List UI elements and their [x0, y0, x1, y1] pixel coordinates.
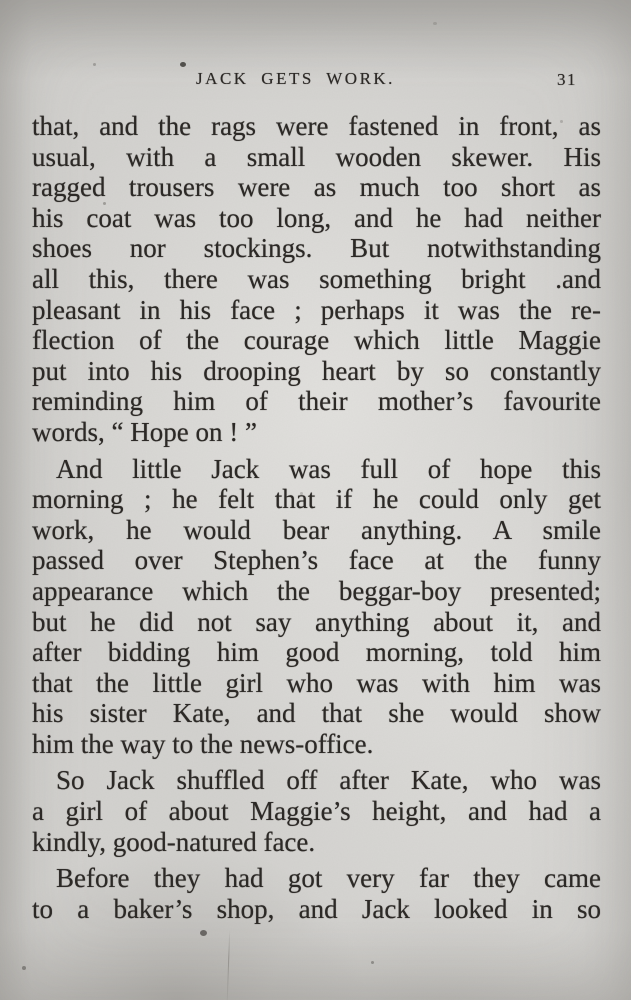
scan-scratch: [227, 930, 230, 1000]
text-line: work, he would bear anything. A smile: [32, 514, 601, 545]
text-line: a girl of about Maggie’s height, and had a: [32, 796, 601, 827]
ink-speck: [433, 22, 437, 25]
text-line: words, “ Hope on ! ”: [32, 416, 257, 447]
text-line: ragged trousers were as much too short as: [32, 172, 601, 203]
ink-speck: [180, 62, 186, 67]
ink-speck: [93, 63, 96, 66]
text-line: morning ; he felt that if he could only get: [32, 484, 601, 515]
text-line: that the little girl who was with him was: [32, 667, 601, 698]
text-line: And little Jack was full of hope this: [56, 453, 601, 484]
text-line: his coat was too long, and he had neither: [32, 202, 601, 233]
text-line: usual, with a small wooden skewer. His: [32, 141, 601, 172]
text-line: kindly, good-natured face.: [32, 826, 316, 857]
text-line: appearance which the beggar-boy presented;: [32, 575, 601, 606]
text-line: shoes nor stockings. But notwithstanding: [32, 233, 601, 264]
running-header-title: JACK GETS WORK.: [196, 69, 395, 88]
ink-speck: [371, 961, 374, 964]
text-line: that, and the rags were fastened in front, as: [32, 111, 601, 141]
text-line: all this, there was something bright .and: [32, 263, 601, 294]
text-line: reminding him of their mother’s favourite: [32, 386, 601, 417]
text-line: but he did not say anything about it, and: [32, 606, 601, 637]
page-number: 31: [557, 70, 577, 89]
text-line: his sister Kate, and that she would show: [32, 698, 601, 729]
text-line: passed over Stephen’s face at the funny: [32, 545, 601, 576]
text-line: Before they had got very far they came: [56, 863, 601, 894]
ink-speck: [200, 930, 207, 936]
ink-speck: [22, 966, 26, 970]
text-line: him the way to the news-office.: [32, 728, 374, 759]
text-line: after bidding him good morning, told him: [32, 637, 601, 668]
page-body: [32, 111, 601, 924]
text-line: to a baker’s shop, and Jack looked in so: [32, 893, 601, 924]
text-line: So Jack shuffled off after Kate, who was: [56, 765, 601, 796]
text-line: pleasant in his face ; perhaps it was the re-: [32, 294, 601, 325]
text-line: put into his drooping heart by so constantly: [32, 355, 601, 386]
text-line: flection of the courage which little Maggie: [32, 325, 601, 356]
